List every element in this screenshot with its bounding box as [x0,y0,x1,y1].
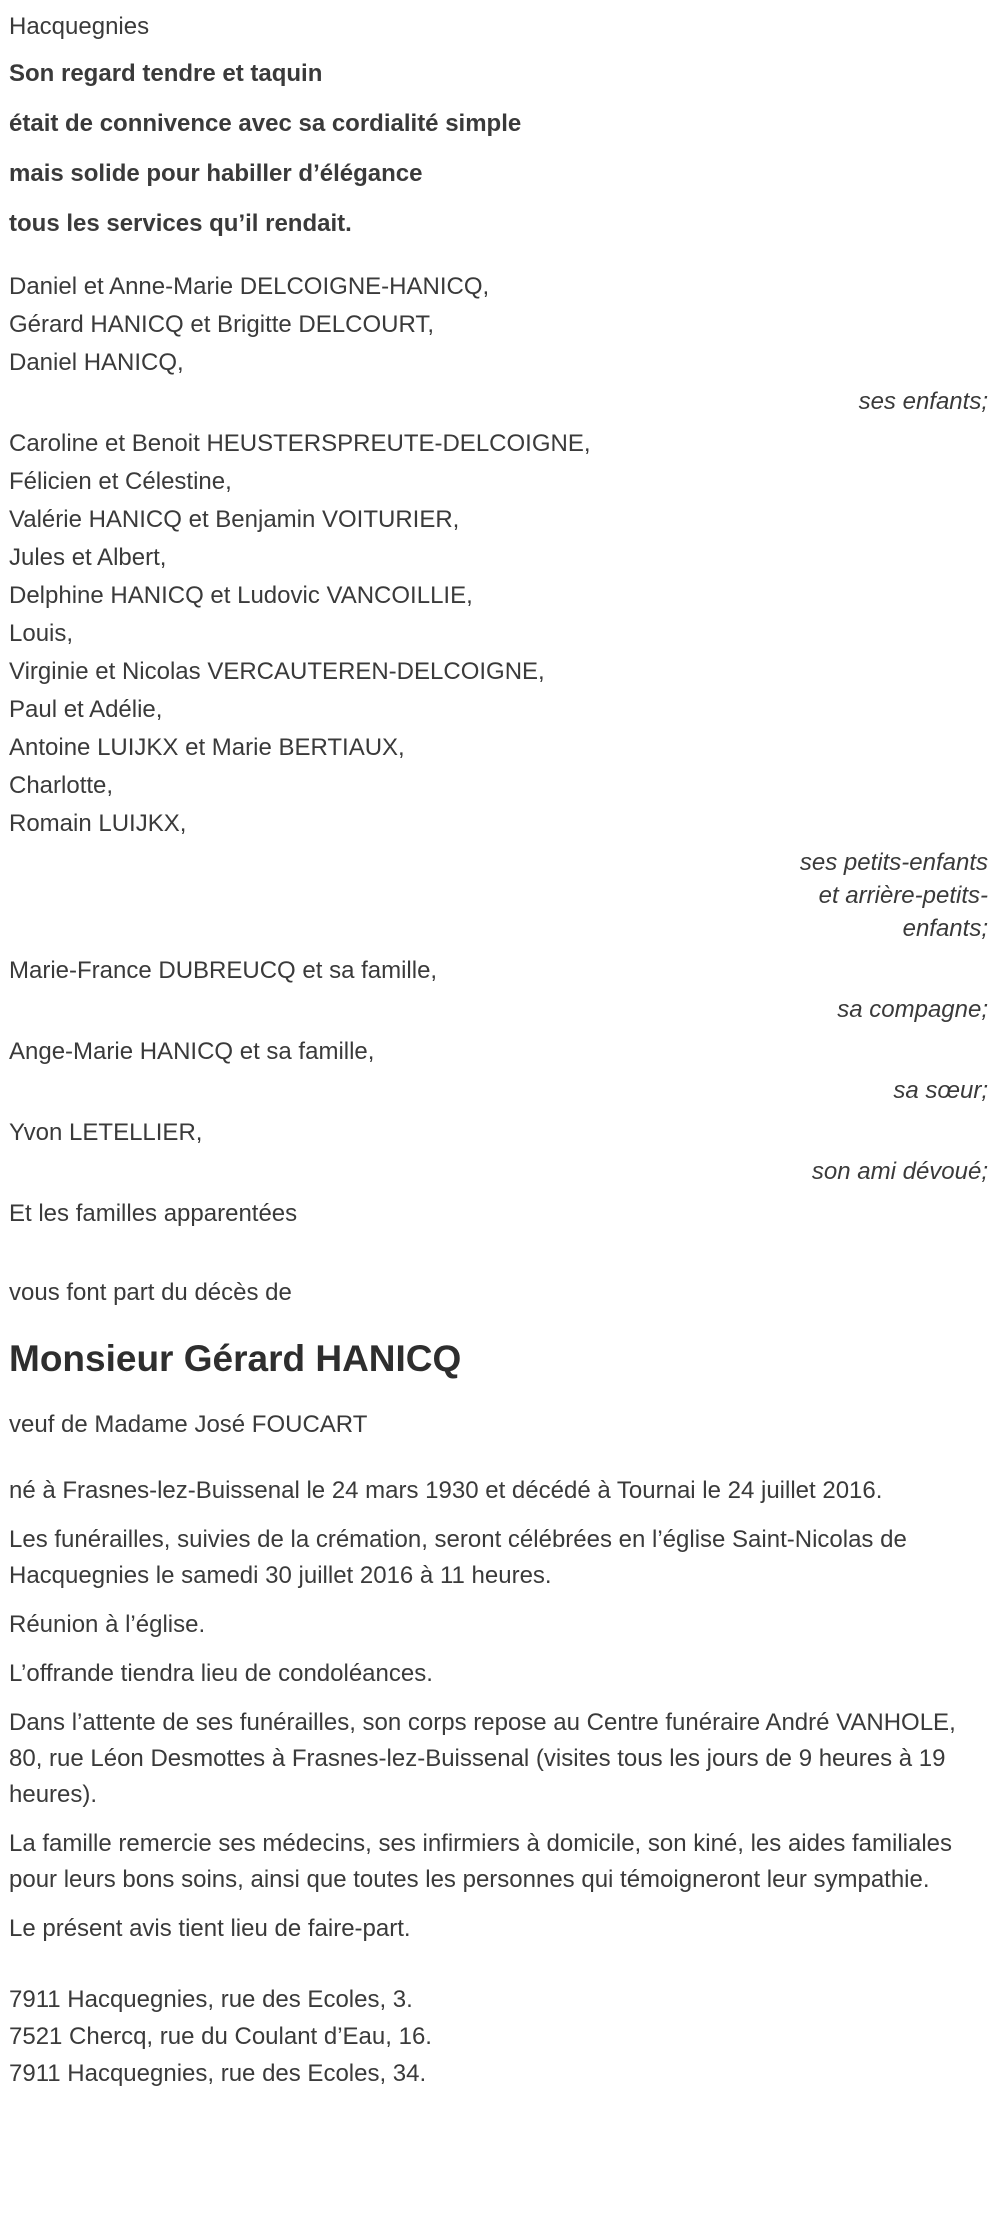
relatives-group-sister [9,1033,988,1114]
widower-line: veuf de Madame José FOUCART [9,1411,368,1438]
address-line: 7521 Chercq, rue du Coulant d’Eau, 16. [9,2023,432,2050]
relative-name: Romain LUIJKX, [9,810,187,837]
city-line: Hacquegnies [9,13,150,40]
detail-paragraph: Le présent avis tient lieu de faire-part. [9,1915,411,1942]
relative-name: Yvon LETELLIER, [9,1119,203,1146]
announcement-intro: vous font part du décès de [9,1279,292,1306]
relative-name: Charlotte, [9,772,114,799]
addresses-block [9,1981,988,2092]
tribute-line: Son regard tendre et taquin [9,60,323,87]
relative-name: Marie-France DUBREUCQ et sa famille, [9,957,438,984]
relative-name: Et les familles apparentées [9,1200,298,1227]
detail-paragraph: La famille remercie ses médecins, ses infirmiers à domicile, son kiné, les aides familiales pour leurs bons soins, ainsi que toutes les personnes qui témoigneront leur sympathie. [9,1830,953,1893]
relative-name: Virginie et Nicolas VERCAUTEREN-DELCOIGNE, [9,658,545,685]
relative-name: Jules et Albert, [9,544,167,571]
relative-name: Paul et Adélie, [9,696,163,723]
detail-paragraph: Dans l’attente de ses funérailles, son corps repose au Centre funéraire André VANHOLE, 80, rue Léon Desmottes à Frasnes-lez-Buissenal (visites tous les jours de 9 heures à 19 heures). [9,1709,956,1808]
relation-label: sa compagne; [837,996,988,1023]
tribute-line: était de connivence avec sa cordialité simple [9,110,522,137]
relatives-group-partner [9,952,988,1033]
relatives-group-friend [9,1114,988,1195]
relation-label: ses enfants; [858,388,988,415]
relation-label: son ami dévoué; [811,1158,988,1185]
tribute-line: mais solide pour habiller d’élégance [9,160,423,187]
relative-name: Louis, [9,620,74,647]
relatives-list [9,268,988,1233]
relation-label: sa sœur; [893,1077,988,1104]
relatives-group-grandchildren [9,425,988,952]
relative-name: Gérard HANICQ et Brigitte DELCOURT, [9,311,435,338]
detail-paragraph: né à Frasnes-lez-Buissenal le 24 mars 1930 et décédé à Tournai le 24 juillet 2016. [9,1477,883,1504]
tribute-line: tous les services qu’il rendait. [9,210,352,237]
address-line: 7911 Hacquegnies, rue des Ecoles, 34. [9,2060,427,2087]
relative-name: Valérie HANICQ et Benjamin VOITURIER, [9,506,460,533]
detail-paragraph: Réunion à l’église. [9,1611,206,1638]
address-line: 7911 Hacquegnies, rue des Ecoles, 3. [9,1986,413,2013]
deceased-name: Monsieur Gérard HANICQ [9,1338,462,1379]
detail-paragraph: Les funérailles, suivies de la crémation, seront célébrées en l’église Saint-Nicolas de Hacquegnies le samedi 30 juillet 2016 à 11 heures. [9,1526,907,1589]
relative-name: Daniel et Anne-Marie DELCOIGNE-HANICQ, [9,273,490,300]
detail-paragraph: L’offrande tiendra lieu de condoléances. [9,1660,433,1687]
relative-name: Antoine LUIJKX et Marie BERTIAUX, [9,734,405,761]
relative-name: Ange-Marie HANICQ et sa famille, [9,1038,375,1065]
tribute-block [9,56,988,242]
details-block [9,1473,988,1947]
relative-name: Caroline et Benoit HEUSTERSPREUTE-DELCOIGNE, [9,430,591,457]
relatives-group-children [9,268,988,425]
relatives-group-extended-family [9,1195,988,1233]
relative-name: Félicien et Célestine, [9,468,232,495]
relative-name: Daniel HANICQ, [9,349,184,376]
relation-label: ses petits-enfants et arrière-petits- enfants; [799,849,988,942]
relative-name: Delphine HANICQ et Ludovic VANCOILLIE, [9,582,473,609]
